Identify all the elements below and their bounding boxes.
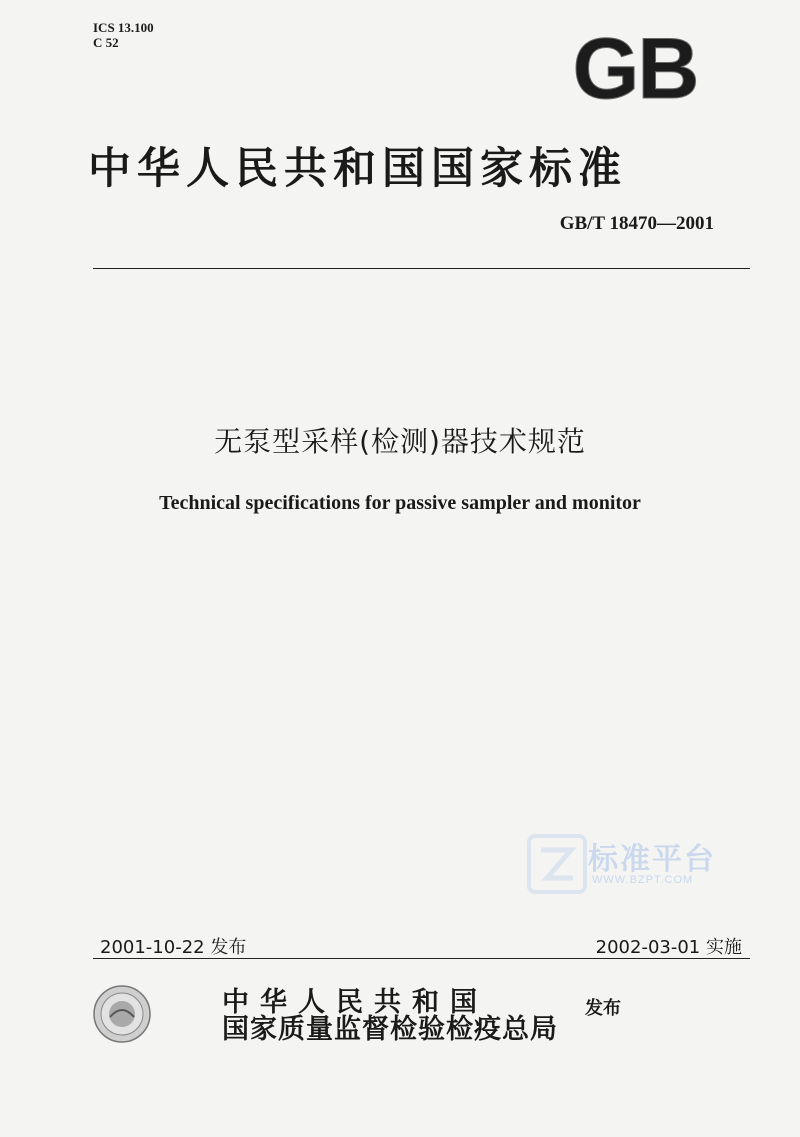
implementation-date: 2002-03-01 实施 [595, 937, 742, 958]
gb-logo-text: GB [572, 30, 698, 108]
gb-logo [560, 30, 710, 108]
classification-codes [93, 20, 154, 50]
document-title-cn: 无泵型采样(检测)器技术规范 [214, 425, 586, 458]
ics-code: ICS 13.100 [93, 20, 154, 35]
standard-number: GB/T 18470—2001 [559, 213, 714, 234]
issue-label: 发布 [585, 998, 621, 1019]
seal-emblem-icon [92, 983, 152, 1045]
watermark-name: 标准平台 [588, 842, 716, 877]
document-title-en: Technical specifications for passive sampler and monitor [159, 492, 641, 514]
ccs-code: C 52 [93, 35, 119, 50]
issuer-line-1: 中华人民共和国 [222, 987, 488, 1018]
national-standard-title: 中华人民共和国国家标准 [88, 144, 627, 194]
bottom-divider [93, 958, 750, 959]
watermark-url: WWW.BZPT.COM [592, 874, 694, 886]
issuer-line-2: 国家质量监督检验检疫总局 [222, 1014, 558, 1045]
top-divider [93, 268, 750, 269]
issue-date: 2001-10-22 发布 [100, 937, 247, 958]
